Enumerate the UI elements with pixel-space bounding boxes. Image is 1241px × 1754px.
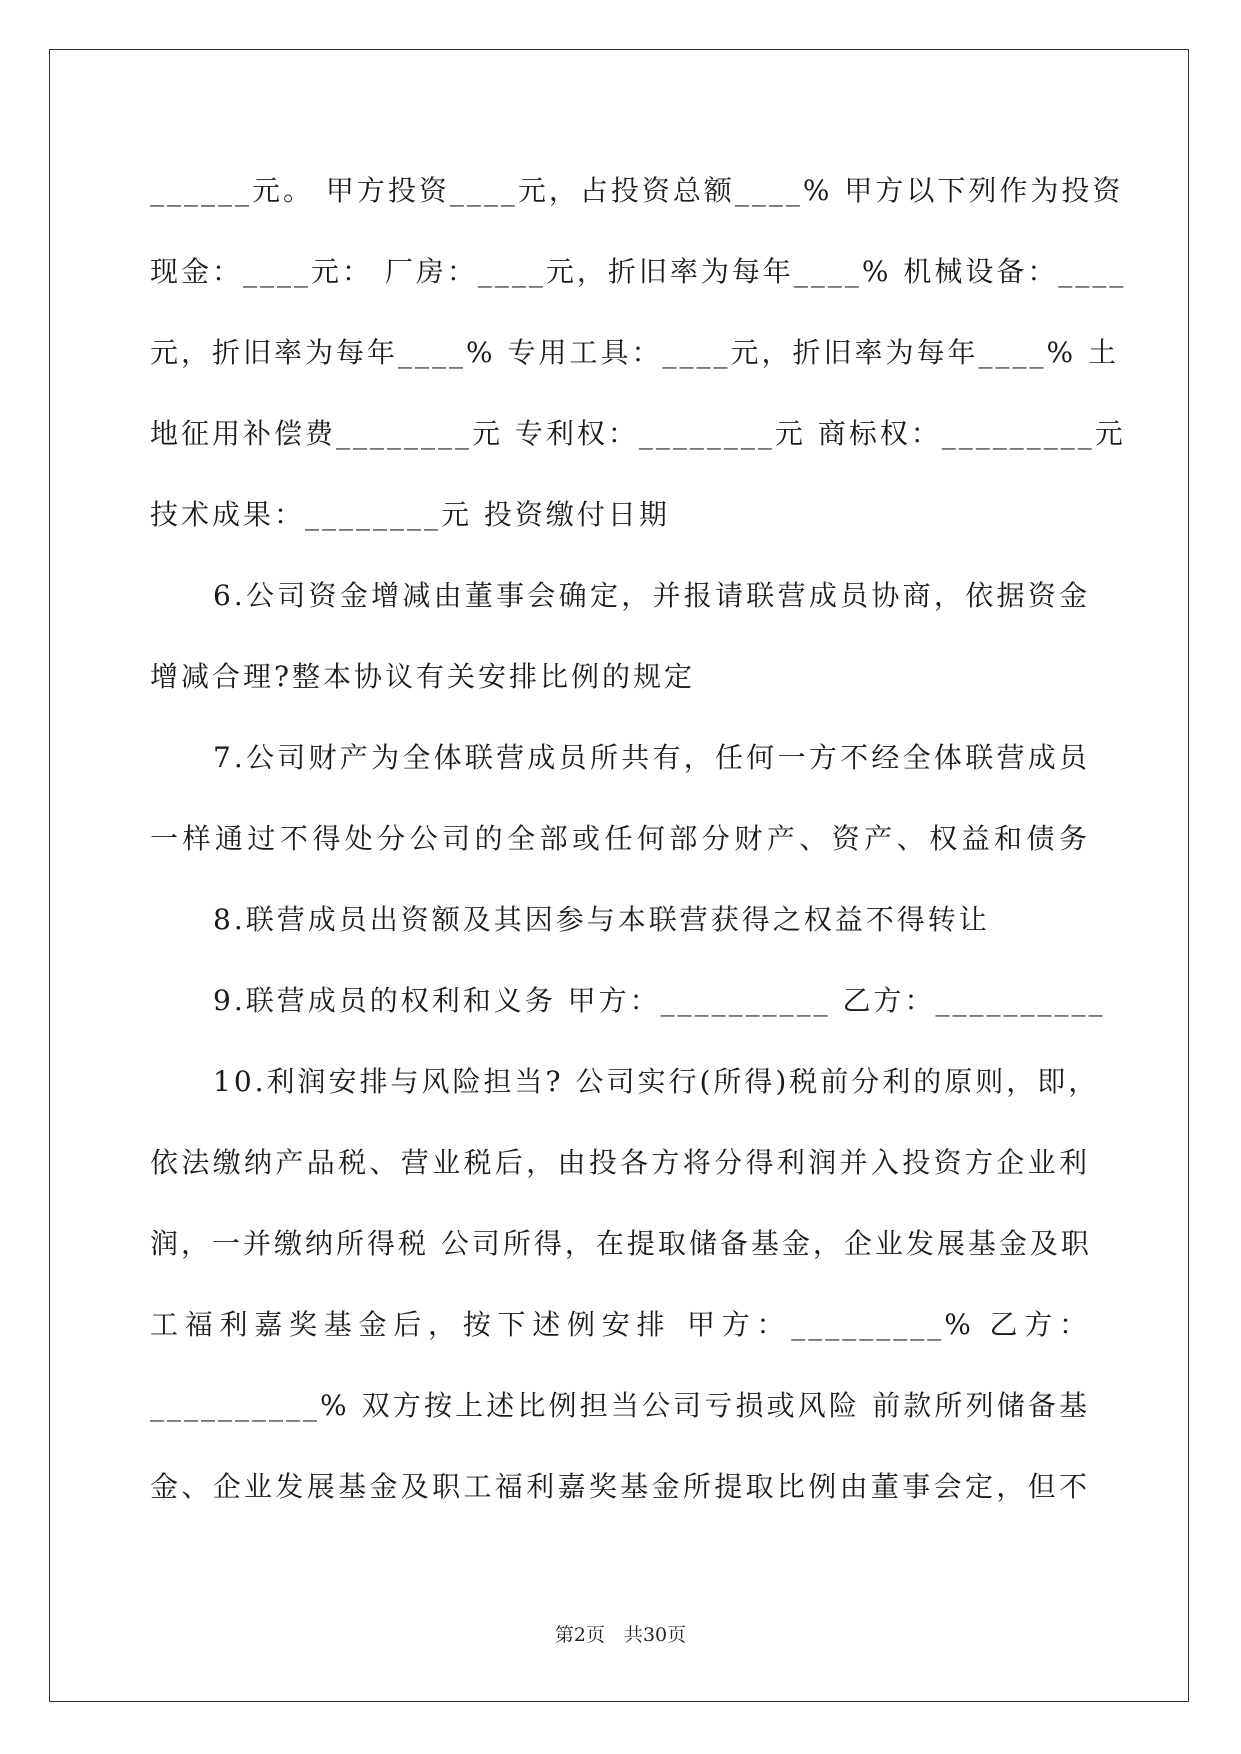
text-line: __________% 双方按上述比例担当公司亏损或风险 前款所列储备基 bbox=[150, 1389, 1090, 1422]
text-line: 增减合理?整本协议有关安排比例的规定 bbox=[150, 660, 696, 693]
text-line: 技术成果：________元 投资缴付日期 bbox=[150, 498, 670, 531]
text-line: 10.利润安排与风险担当? 公司实行(所得)税前分利的原则，即， bbox=[213, 1065, 1100, 1098]
text-line: 9.联营成员的权利和义务 甲方：__________ 乙方：__________ bbox=[213, 984, 1106, 1017]
text-line: 地征用补偿费________元 专利权：________元 商标权：_________元 bbox=[150, 417, 1126, 450]
text-line: 8.联营成员出资额及其因参与本联营获得之权益不得转让 bbox=[213, 903, 990, 936]
text-line: 润，一并缴纳所得税 公司所得，在提取储备基金，企业发展基金及职 bbox=[150, 1227, 1092, 1260]
text-line: 金、企业发展基金及职工福利嘉奖基金所提取比例由董事会定，但不 bbox=[150, 1470, 1090, 1503]
document-body bbox=[150, 155, 1127, 1532]
text-line: 一样通过不得处分公司的全部或任何部分财产、资产、权益和债务 bbox=[150, 822, 1090, 855]
page-number-footer: 第2页 共30页 bbox=[554, 1624, 687, 1646]
text-line: 7.公司财产为全体联营成员所共有，任何一方不经全体联营成员 bbox=[213, 741, 1090, 774]
text-line: 6.公司资金增减由董事会确定，并报请联营成员协商，依据资金 bbox=[213, 579, 1090, 612]
text-line: 元，折旧率为每年____% 专用工具：____元，折旧率为每年____% 土 bbox=[150, 336, 1120, 369]
text-line: 依法缴纳产品税、营业税后，由投各方将分得利润并入投资方企业利 bbox=[150, 1146, 1090, 1179]
text-line: 工福利嘉奖基金后，按下述例安排 甲方：_________% 乙方： bbox=[150, 1308, 1090, 1341]
text-line: 现金：____元： 厂房：____元，折旧率为每年____% 机械设备：____ bbox=[150, 255, 1127, 288]
text-line: ______元。 甲方投资____元，占投资总额____% 甲方以下列作为投资 bbox=[150, 174, 1124, 207]
